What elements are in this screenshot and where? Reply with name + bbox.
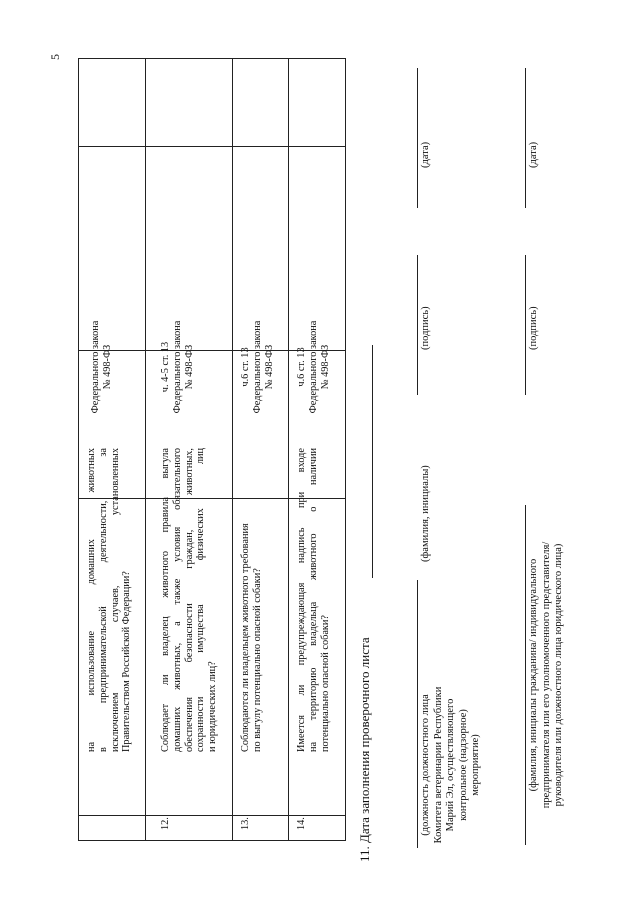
question-line: исключением случаев, установленных <box>109 448 121 752</box>
question-line: потенциально опасной собаки? <box>319 614 331 752</box>
signature-line <box>417 68 418 208</box>
table-row <box>86 448 133 752</box>
date-fill-line <box>372 345 373 578</box>
question-line: Имеется ли предупреждающая надпись при входе <box>296 448 307 752</box>
date-caption: (дата) <box>420 141 431 168</box>
table-row <box>296 448 331 752</box>
name-initials-caption: (фамилия, инициалы) <box>420 465 431 562</box>
signature-line <box>525 505 526 845</box>
question-line: Соблюдает ли владелец животного правила выгула <box>160 448 171 752</box>
law-reference: Федерального закона № 498-ФЗ <box>90 320 113 414</box>
row-number: 13. <box>240 817 251 830</box>
signature-line <box>417 580 418 848</box>
table-row <box>240 448 264 752</box>
question-line: на использование домашних животных <box>86 448 97 752</box>
question-line: домашних животных, а также условия обязательного <box>171 448 183 752</box>
question-line: сохранности имущества физических лиц <box>195 448 207 752</box>
table-row <box>160 448 219 752</box>
signature-line <box>525 255 526 395</box>
question-line: обеспечения безопасности граждан, животных, <box>183 448 195 752</box>
law-reference: ч.6 ст. 13 Федерального закона № 498-ФЗ <box>296 320 331 414</box>
citizen-caption: (фамилия, инициалы гражданина/ индивидуального предпринимателя или его уполномоченного представителя/ руководителя или должностного лица юридического лица) <box>528 541 564 809</box>
page-number: 5 <box>48 54 62 60</box>
signature-caption: (подпись) <box>420 306 431 350</box>
row-number: 14. <box>296 817 307 830</box>
signature-line <box>417 255 418 395</box>
question-line: Соблюдаются ли владельцем животного требования <box>240 523 251 752</box>
date-caption: (дата) <box>528 141 539 168</box>
question-line: и юридических лиц? <box>207 661 219 752</box>
section-11-heading: 11. Дата заполнения проверочного листа <box>357 637 372 862</box>
row-number: 12. <box>160 817 171 830</box>
question-line: на территорию владельца животного о наличии <box>307 448 319 752</box>
signature-caption: (подпись) <box>528 306 539 350</box>
official-position-caption: (должность должностного лица Комитета ветеринарии Республики Марий Эл, осуществляющего контрольное (надзорное) мероприятие) <box>420 686 481 844</box>
question-line: в предпринимательской деятельности, за <box>97 448 109 752</box>
signature-line <box>525 68 526 208</box>
law-reference: ч.6 ст. 13 Федерального закона № 498-ФЗ <box>240 320 275 414</box>
law-reference: ч. 4-5 ст. 13 Федерального закона № 498-ФЗ <box>160 320 195 414</box>
question-line: Правительством Российской Федерации? <box>121 571 133 752</box>
question-line: по выгулу потенциально опасной собаки? <box>251 568 263 752</box>
